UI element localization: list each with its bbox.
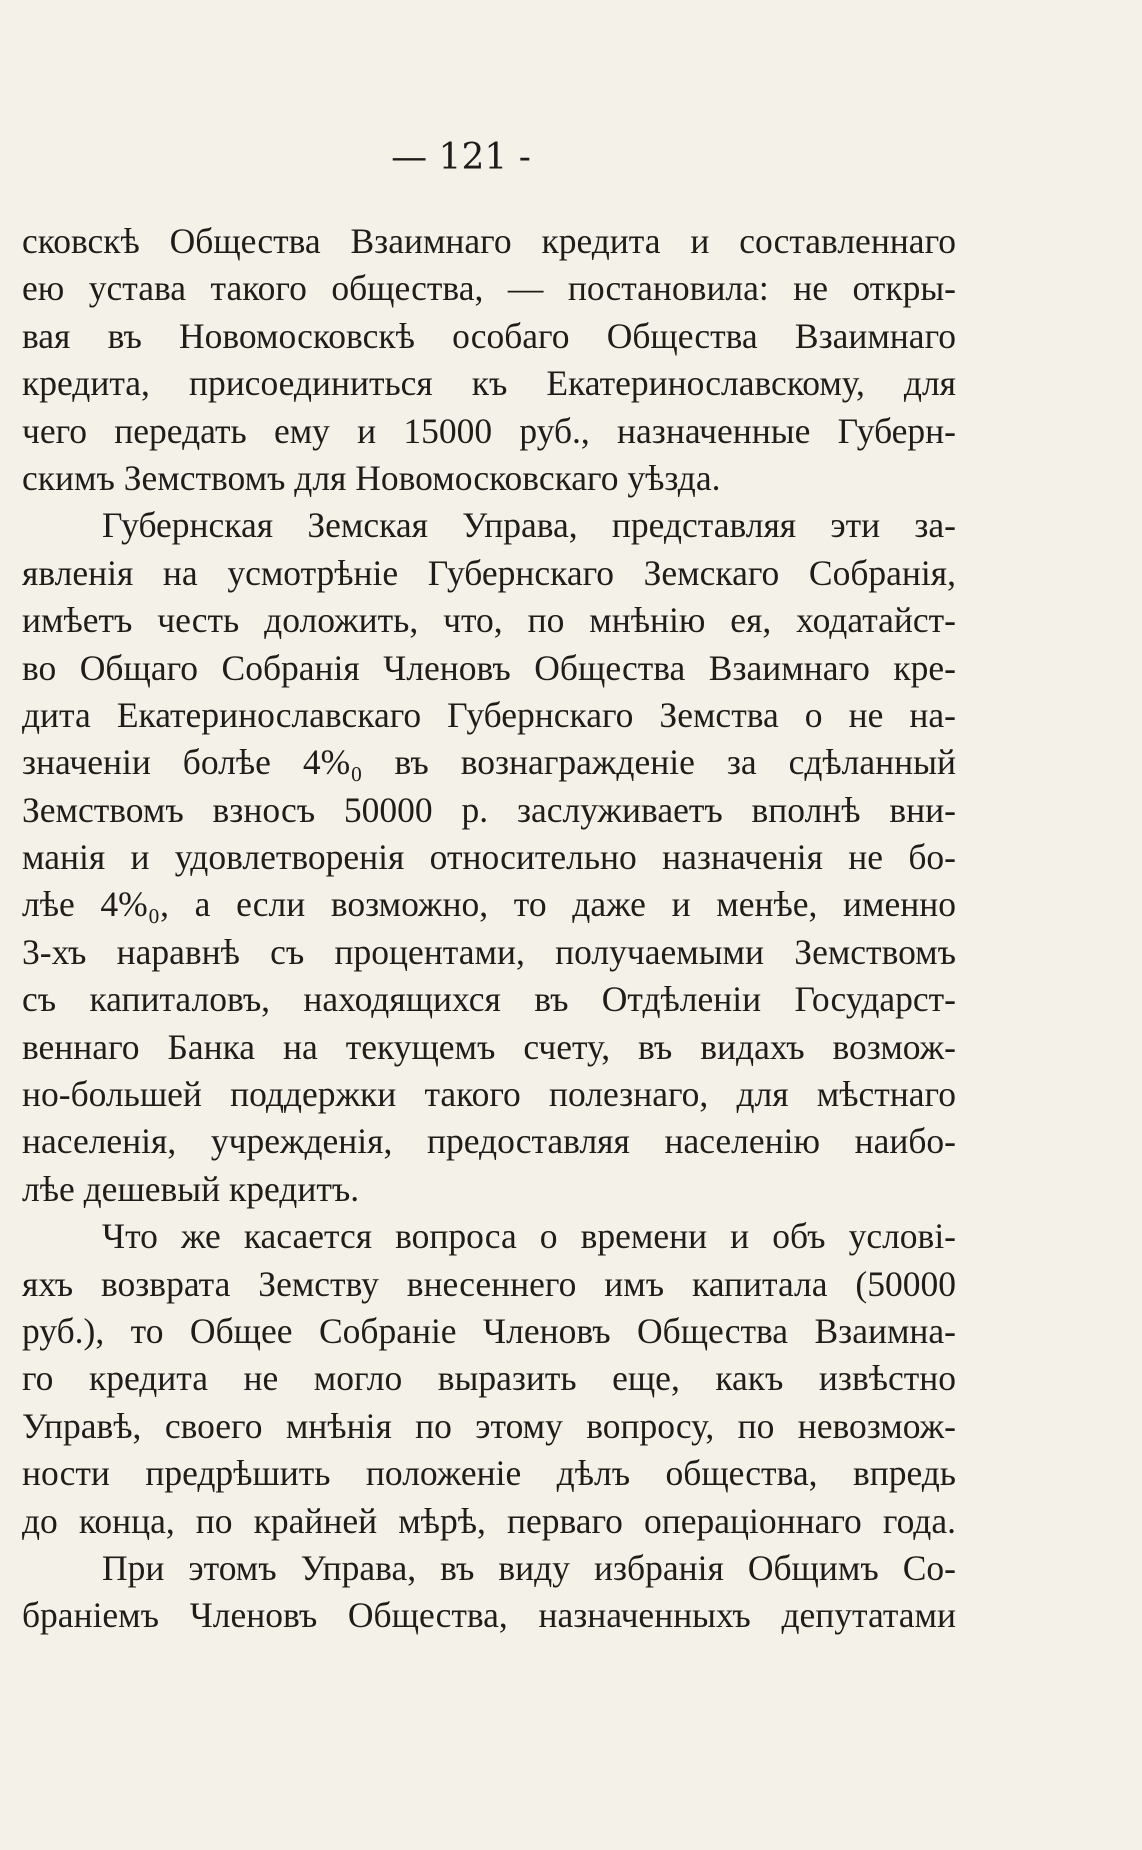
text-line: явленія на усмотрѣніе Губернскаго Земскаго Собранія,: [22, 552, 956, 593]
text-line: лѣе дешевый кредитъ.: [22, 1168, 360, 1209]
text-line: дита Екатеринославскаго Губернскаго Земства о не на-: [22, 694, 956, 735]
page-number: — 121 -: [391, 137, 531, 178]
body-text: [22, 218, 956, 1640]
text-line: имѣетъ честь доложить, что, по мнѣнію ея, ходатайст-: [22, 600, 956, 641]
text-line: лѣе 4%₀, а если возможно, то даже и менѣе, именно: [22, 884, 956, 925]
text-line: руб.), то Общее Собраніе Членовъ Общества Взаимна-: [22, 1310, 956, 1351]
text-line: но-большей поддержки такого полезнаго, для мѣстнаго: [22, 1074, 956, 1115]
text-line: ности предрѣшить положеніе дѣлъ общества, впредь: [22, 1453, 956, 1494]
text-line: значеніи болѣе 4%₀ въ вознагражденіе за сдѣланный: [22, 742, 956, 783]
paragraph: [22, 1213, 956, 1545]
text-line: Управѣ, своего мнѣнія по этому вопросу, по невозмож-: [22, 1405, 956, 1446]
paragraph: [22, 1545, 956, 1640]
text-line: Что же касается вопроса о времени и объ услові-: [102, 1216, 956, 1257]
text-line: Земствомъ взносъ 50000 р. заслуживаетъ вполнѣ вни-: [22, 789, 956, 830]
text-line: вая въ Новомосковскѣ особаго Общества Взаимнаго: [22, 315, 956, 356]
text-line: При этомъ Управа, въ виду избранія Общимъ Со-: [102, 1547, 956, 1588]
text-line: чего передать ему и 15000 руб., назначенные Губерн-: [22, 410, 956, 451]
text-line: до конца, по крайней мѣрѣ, перваго операціоннаго года.: [22, 1500, 956, 1541]
text-line: ею устава такого общества, — постановила: не откры-: [22, 268, 956, 309]
text-line: Губернская Земская Управа, представляя эти за-: [102, 505, 956, 546]
text-line: веннаго Банка на текущемъ счету, въ видахъ возмож-: [22, 1026, 956, 1067]
text-line: сковскѣ Общества Взаимнаго кредита и составленнаго: [22, 221, 956, 261]
paragraph: [22, 502, 956, 1213]
text-line: во Общаго Собранія Членовъ Общества Взаимнаго кре-: [22, 647, 956, 688]
text-line: яхъ возврата Земству внесеннего имъ капитала (50000: [22, 1263, 956, 1304]
text-line: населенія, учрежденія, предоставляя населенію наибо-: [22, 1121, 956, 1162]
text-line: скимъ Земствомъ для Новомосковскаго уѣзда.: [22, 457, 721, 498]
text-line: 3-хъ наравнѣ съ процентами, получаемыми Земствомъ: [22, 931, 956, 972]
text-line: манія и удовлетворенія относительно назначенія не бо-: [22, 837, 956, 878]
text-line: кредита, присоединиться къ Екатеринославскому, для: [22, 363, 956, 404]
text-line: го кредита не могло выразить еще, какъ извѣстно: [22, 1358, 956, 1399]
text-line: съ капиталовъ, находящихся въ Отдѣленіи Государст-: [22, 979, 956, 1020]
paragraph: [22, 218, 956, 502]
text-line: браніемъ Членовъ Общества, назначенныхъ депутатами: [22, 1595, 956, 1636]
